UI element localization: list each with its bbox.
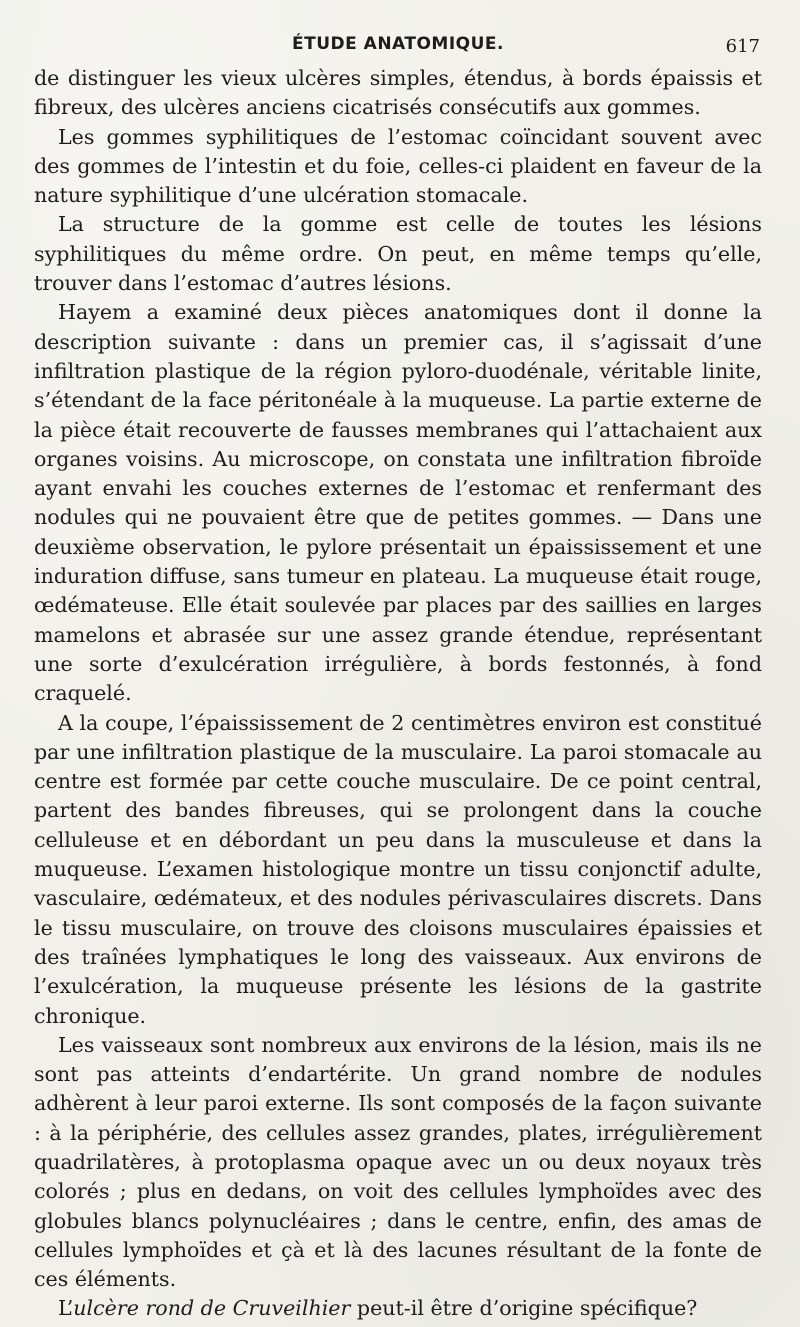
running-head [34,30,762,64]
running-title: ÉTUDE ANATOMIQUE. [292,34,504,54]
paragraph-question [34,1294,762,1323]
paragraph-vaisseaux: Les vaisseaux sont nombreux aux environs de la lésion, mais ils ne sont pas atteints d’endartérite. Un grand nombre de nodules adhèrent à leur paroi externe. Ils sont composés de la façon suivante : à la périphérie, des cellules assez grandes, plates, irrégulièrement quadrilatères, à protoplasma opaque avec un ou deux noyaux très colorés ; plus en dedans, on voit des cellules lymphoïdes avec des globules blancs polynucléaires ; dans le centre, enfin, des amas de cellules lymphoïdes et çà et là des lacunes résultant de la fonte de ces éléments. [34,1032,762,1292]
question-lead: L’ [58,1296,74,1321]
page-number: 617 [725,36,760,57]
italic-term: ulcère rond de Cruveilhier [73,1296,351,1321]
paragraph-gommes: Les gommes syphilitiques de l’estomac coïncidant souvent avec des gommes de l’intestin et du foie, celles-ci plaident en faveur de la nature syphilitique d’une ulcération stomacale. [34,124,762,208]
paragraph-continuation: de distinguer les vieux ulcères simples, étendus, à bords épaissis et fibreux, des ulcères anciens cicatrisés consécutifs aux gommes. [34,66,762,120]
question-tail: peut-il être d’origine spécifique? [350,1296,698,1321]
body-text [34,64,762,1324]
paragraph-structure: La structure de la gomme est celle de toutes les lésions syphilitiques du même ordre. On peut, en même temps qu’elle, trouver dans l’estomac d’autres lésions. [34,212,762,296]
paragraph-coupe: A la coupe, l’épaississement de 2 centimètres environ est constitué par une infiltration plastique de la musculaire. La paroi stomacale au centre est formée par cette couche musculaire. De ce point central, partent des bandes fibreuses, qui se prolongent dans la couche celluleuse et en débordant un peu dans la musculeuse et dans la muqueuse. L’examen histologique montre un tissu conjonctif adulte, vasculaire, œdémateux, et des nodules périvasculaires discrets. Dans le tissu musculaire, on trouve des cloisons musculaires épaissies et des traînées lymphatiques le long des vaisseaux. Aux environs de l’exulcération, la muqueuse présente les lésions de la gastrite chronique. [34,710,762,1028]
paragraph-hayem: Hayem a examiné deux pièces anatomiques dont il donne la description suivante : dans un premier cas, il s’agissait d’une infiltration plastique de la région pyloro-duodénale, véritable linite, s’étendant de la face péritonéale à la muqueuse. La partie externe de la pièce était recouverte de fausses membranes qui l’attachaient aux organes voisins. Au microscope, on constata une infiltration fibroïde ayant envahi les couches externes de l’estomac et renfermant des nodules qui ne pouvaient être que de petites gommes. — Dans une deuxième observation, le pylore présentait un épaississement et une induration diffuse, sans tumeur en plateau. La muqueuse était rouge, œdémateuse. Elle était soulevée par places par des saillies en larges mamelons et abrasée sur une assez grande étendue, représentant une sorte d’exulcération irrégulière, à bords festonnés, à fond craquelé. [34,300,762,706]
